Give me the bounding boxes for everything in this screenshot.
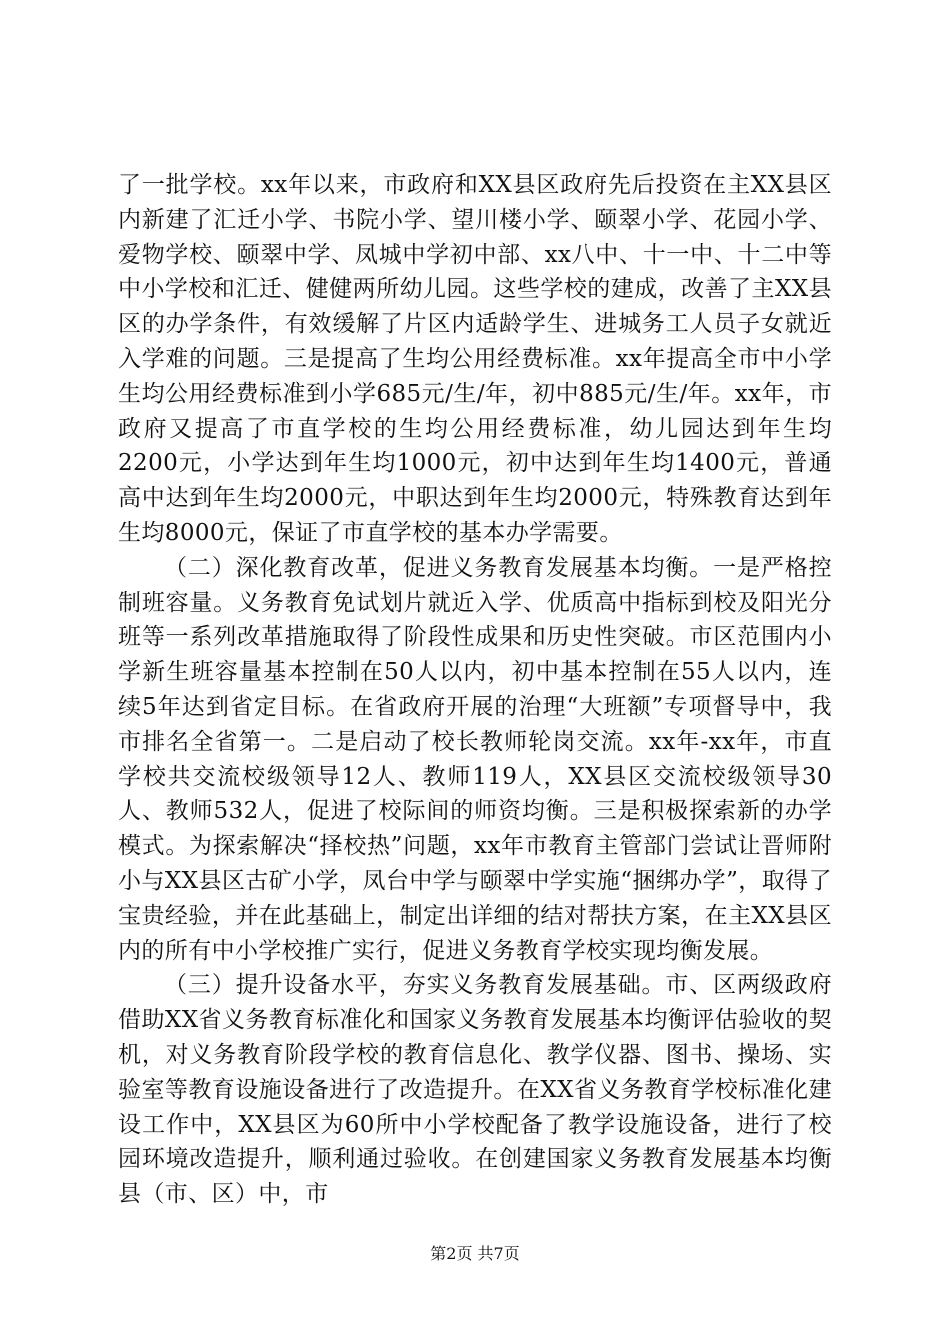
paragraph-continuation: 了一批学校。xx年以来，市政府和XX县区政府先后投资在主XX县区内新建了汇迁小学、书院小学、望川楼小学、颐翠小学、花园小学、爱物学校、颐翠中学、凤城中学初中部、xx八中、十一中、十二中等中小学校和汇迁、健健两所幼儿园。这些学校的建成，改善了主XX县区的办学条件，有效缓解了片区内适龄学生、进城务工人员子女就近入学难的问题。三是提高了生均公用经费标准。xx年提高全市中小学生均公用经费标准到小学685元/生/年，初中885元/生/年。xx年，市政府又提高了市直学校的生均公用经费标准，幼儿园达到年生均2200元，小学达到年生均1000元，初中达到年生均1400元，普通高中达到年生均2000元，中职达到年生均2000元，特殊教育达到年生均8000元，保证了市直学校的基本办学需要。 bbox=[118, 172, 832, 546]
paragraph-section-2: （二）深化教育改革，促进义务教育发展基本均衡。一是严格控制班容量。义务教育免试划片就近入学、优质高中指标到校及阳光分班等一系列改革措施取得了阶段性成果和历史性突破。市区范围内小学新生班容量基本控制在50人以内，初中基本控制在55人以内，连续5年达到省定目标。在省政府开展的治理“大班额”专项督导中，我市排名全省第一。二是启动了校长教师轮岗交流。xx年-xx年，市直学校共交流校级领导12人、教师119人，XX县区交流校级领导30人、教师532人，促进了校际间的师资均衡。三是积极探索新的办学模式。为探索解决“择校热”问题，xx年市教育主管部门尝试让晋师附小与XX县区古矿小学，凤台中学与颐翠中学实施“捆绑办学”，取得了宝贵经验，并在此基础上，制定出详细的结对帮扶方案，在主XX县区内的所有中小学校推广实行，促进义务教育学校实现均衡发展。 bbox=[118, 554, 832, 964]
document-body bbox=[118, 168, 832, 1212]
paragraph-section-3: （三）提升设备水平，夯实义务教育发展基础。市、区两级政府借助XX省义务教育标准化和国家义务教育发展基本均衡评估验收的契机，对义务教育阶段学校的教育信息化、教学仪器、图书、操场、实验室等教育设施设备进行了改造提升。在XX省义务教育学校标准化建设工作中，XX县区为60所中小学校配备了教学设施设备，进行了校园环境改造提升，顺利通过验收。在创建国家义务教育发展基本均衡县（市、区）中，市 bbox=[118, 972, 832, 1208]
page-footer: 第2页 共7页 bbox=[430, 1244, 520, 1263]
